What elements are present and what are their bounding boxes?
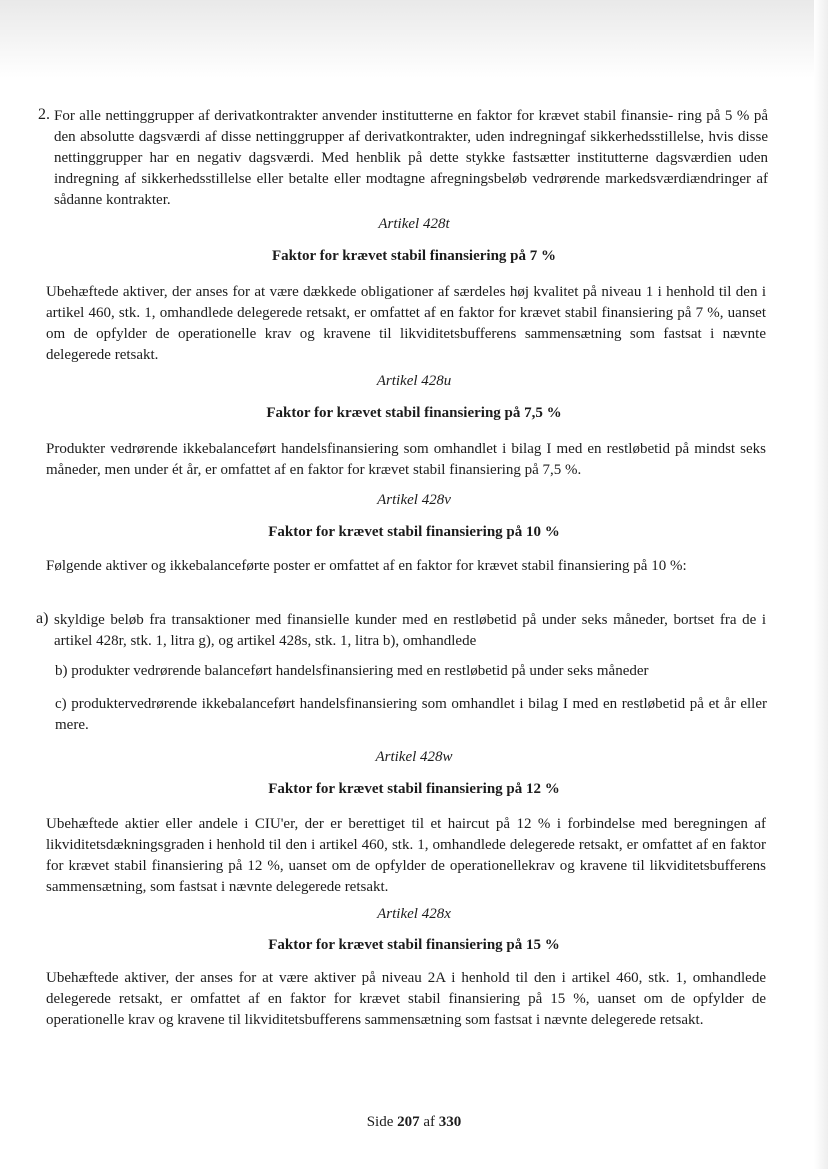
article-heading-428v: Faktor for krævet stabil finansiering på 10 % [268, 524, 560, 540]
article-label-428x: Artikel 428x [377, 906, 451, 922]
page-footer [0, 1114, 828, 1131]
article-heading-428t: Faktor for krævet stabil finansiering på 7 % [271, 248, 557, 264]
article-text-428x: Ubehæftede aktiver, der anses for at være aktiver på niveau 2A i henhold til den i artikel 460, stk. 1, omhandlede delegerede retsakt, er omfattet af en faktor for krævet stabil finansiering på 15 %, uanset om de opfylder de operationelle krav og kravene til likviditetsbufferens sammensætning som fastsat i nævnte delegerede retsakt. [46, 970, 766, 1028]
article-text-428t: Ubehæftede aktiver, der anses for at være dækkede obligationer af særdeles høj kvalitet på niveau 1 i henhold til den i artikel 460, stk. 1, omhandlede delegerede retsakt, er omfattet af en faktor for krævet stabil finansiering på 7 %, uanset om de opfylder de operationelle krav og kravene til likviditetsbufferens sammensætning som fastsat i nævnte delegerede retsakt. [46, 284, 766, 363]
article-label-428u: Artikel 428u [376, 373, 452, 389]
list-item-a-label: a) [36, 610, 49, 627]
list-item-a-text: skyldige beløb fra transaktioner med finansielle kunder med en restløbetid på under seks måneder, bortset fra de i artikel 428r, stk. 1, litra g), og artikel 428s, stk. 1, litra b), omhandlede [54, 612, 766, 649]
article-label-428t: Artikel 428t [378, 216, 450, 232]
article-text-428u: Produkter vedrørende ikkebalanceført handelsfinansiering som omhandlet i bilag I med en restløbetid på mindst seks måneder, men under ét år, er omfattet af en faktor for krævet stabil finansiering på 7,5 %. [46, 441, 766, 478]
article-intro-428v: Følgende aktiver og ikkebalanceførte poster er omfattet af en faktor for krævet stabil finansiering på 10 %: [46, 558, 687, 574]
article-heading-428x: Faktor for krævet stabil finansiering på 15 % [268, 937, 560, 953]
footer-middle: af [423, 1114, 436, 1130]
list-item-c: c) produktervedrørende ikkebalanceført handelsfinansiering som omhandlet i bilag I med en restløbetid på et år eller mere. [55, 696, 767, 733]
footer-page-number: 207 [397, 1114, 420, 1130]
article-label-428w: Artikel 428w [375, 749, 453, 765]
article-text-428w: Ubehæftede aktier eller andele i CIU'er, der er berettiget til et haircut på 12 % i forbindelse med beregningen af likviditetsdækningsgraden i henhold til den i artikel 460, stk. 1, omhandlede delegerede retsakt, er omfattet af en faktor for krævet stabil finansiering på 12 %, uanset om de opfylder de operationellekrav og kravene til likviditetsbufferens sammensætning, som fastsat i nævnte delegerede retsakt. [46, 816, 766, 895]
footer-total-pages: 330 [438, 1114, 462, 1130]
paragraph-item-2 [38, 106, 768, 211]
list-item-b: b) produkter vedrørende balanceført handelsfinansiering med en restløbetid på under seks måneder [55, 663, 649, 679]
item-text: For alle nettinggrupper af derivatkontrakter anvender institutterne en faktor for krævet stabil finansie- ring på 5 % på den absolutte dagsværdi af disse nettinggrupper af derivatkontrakter, uden indregningaf sikkerhedsstillelse, hvis disse nettinggrupper har en negativ dagsværdi. Med henblik på dette stykke fastsætter institutterne dagsværdien uden indregning af sikkerhedsstillelse eller betalte eller modtagne afregningsbeløb vedrørende markedsværdiændringer af sådanne kontrakter. [54, 108, 768, 208]
footer-prefix: Side [366, 1114, 394, 1130]
list-item-a [36, 610, 766, 652]
article-heading-428u: Faktor for krævet stabil finansiering på 7,5 % [266, 405, 562, 421]
article-label-428v: Artikel 428v [377, 492, 451, 508]
article-heading-428w: Faktor for krævet stabil finansiering på 12 % [268, 781, 560, 797]
item-number: 2. [38, 106, 50, 123]
